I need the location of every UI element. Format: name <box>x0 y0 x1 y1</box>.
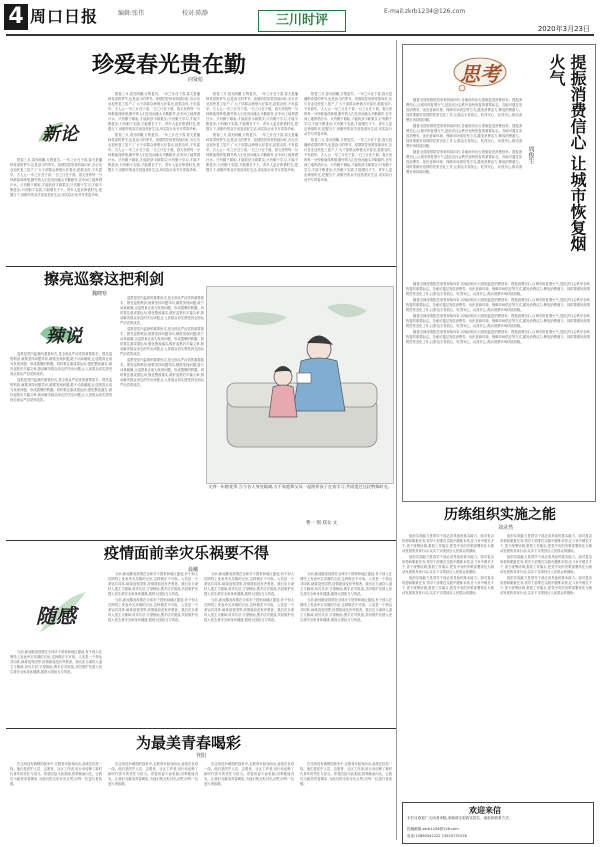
page-number: 4 <box>4 4 28 30</box>
epidemic-article-col4 <box>300 572 392 720</box>
youth-article-col2 <box>108 762 198 840</box>
essay-badge <box>30 588 90 638</box>
welcome-letters-title: 欢迎来信 <box>469 805 501 815</box>
main-article-title: 珍爱春光贵在勤 <box>92 52 247 78</box>
spicy-commentary-badge <box>34 320 84 346</box>
youth-article-author: 登阳 <box>196 753 207 759</box>
illustration-caption: 又到一年植花季,当今各人身处隔离,万千家庭和父母一起陪伴孩子在家学习,共同度过这段特殊时光。 <box>208 484 393 489</box>
organize-article-paragraph: 组织实施能力是领导干部必须具备的基本能力。面对复杂形势和繁重任务,领导干部要在实践中磨炼本领,在斗争中增长才干,善于统筹协调,狠抓工作落实,把党中央的决策部署转化为推动发展的具体行动,以实干实绩回应人民群众的期盼。 <box>402 555 494 574</box>
youth-article-paragraph: 在这场没有硝烟的战争中,无数青年挺身而出,奋战在抗疫一线。他们是医护人员、志愿者、社区工作者,用行动诠释了新时代青年的责任与担当。青春因奋斗而美丽,因奉献而闪光。让我们为最美青春喝彩,为他们的无私付出点赞,向每一位逆行者致敬。 <box>300 762 392 786</box>
right-article-paragraph: 随着全国疫情防控形势持续向好,各地纷纷出台措施促进消费回补。提振消费信心,让城市恢复烟火气,是经济社会秩序加快恢复的重要标志。各地可通过发放消费券、优化营商环境、保障市场供应等方式,激发消费活力,释放消费潜力。同时要做好疫情防控常态化工作,让群众买得放心、吃得安心、玩得开心,推动消费市场持续回暖。 <box>406 330 590 344</box>
thinking-tag: 思考 <box>460 62 500 86</box>
welcome-letters-line1: 本栏目欢迎广大读者来稿,来稿请注明真实姓名、地址和联系方式。 <box>407 816 513 820</box>
main-article-paragraph: 阳春三月,春光明媚,万物复苏。一年之计在于春,春天是播种希望的季节,也是奋斗的季节。疫情防控形势持续向好,各行各业加快复工复产,广大干部群众珍惜大好春光,抢抓农时,不负韶华。古人云:一年之计在于春,一日之计在于晨。春天里的每一分钟都值得珍惜,勤劳的人们在田间地头辛勤耕作,在车间工地挥洒汗水。只有勤于耕耘,才能收获丰硕果实;只有勤于学习,才能不断进步;只有勤于实践,才能增长才干。青年人更应珍惜时光,把握当下,用勤劳的双手创造美好生活,用实际行动书写青春华章。 <box>10 158 102 197</box>
new-commentary-badge <box>34 118 78 146</box>
spicy-commentary-tag: 辣说 <box>46 326 82 347</box>
header-rule <box>6 34 594 36</box>
epidemic-article-col1 <box>10 650 102 720</box>
right-article-paragraph: 随着全国疫情防控形势持续向好,各地纷纷出台措施促进消费回补。提振消费信心,让城市恢复烟火气,是经济社会秩序加快恢复的重要标志。各地可通过发放消费券、优化营商环境、保障市场供应等方式,激发消费活力,释放消费潜力。同时要做好疫情防控常态化工作,让群众买得放心、吃得安心、玩得开心,推动消费市场持续回暖。 <box>406 98 522 122</box>
right-article-paragraph: 随着全国疫情防控形势持续向好,各地纷纷出台措施促进消费回补。提振消费信心,让城市恢复烟火气,是经济社会秩序加快恢复的重要标志。各地可通过发放消费券、优化营商环境、保障市场供应等方式,激发消费活力,释放消费潜力。同时要做好疫情防控常态化工作,让群众买得放心、吃得安心、玩得开心,推动消费市场持续回暖。 <box>406 124 522 148</box>
youth-article-col3 <box>204 762 294 840</box>
right-article-paragraph: 随着全国疫情防控形势持续向好,各地纷纷出台措施促进消费回补。提振消费信心,让城市恢复烟火气,是经济社会秩序加快恢复的重要标志。各地可通过发放消费券、优化营商环境、保障市场供应等方式,激发消费活力,释放消费潜力。同时要做好疫情防控常态化工作,让群众买得放心、吃得安心、玩得开心,推动消费市场持续回暖。 <box>406 314 590 328</box>
organize-article-paragraph: 组织实施能力是领导干部必须具备的基本能力。面对复杂形势和繁重任务,领导干部要在实践中磨炼本领,在斗争中增长才干,善于统筹协调,狠抓工作落实,把党中央的决策部署转化为推动发展的具体行动,以实干实绩回应人民群众的期盼。 <box>500 576 592 595</box>
welcome-letters-phone: 电话:15890541222 13525731576 <box>407 834 467 838</box>
epidemic-article-col3 <box>204 572 294 720</box>
main-article-col3 <box>206 92 298 260</box>
illustration-credit: 曹一 图 郑女 文 <box>306 521 338 526</box>
section-divider <box>6 728 396 729</box>
epidemic-article-author: 晨曦 <box>188 567 199 573</box>
inspection-article-body <box>120 296 204 536</box>
epidemic-article-paragraph: 当前,新冠肺炎疫情在全球多个国家和地区蔓延,有个别人在网络上发表幸灾乐祸的言论,这种做法不可取。人类是一个命运共同体,病毒没有国界,疫情面前没有旁观者。我们应当秉持人道主义精神,同舟共济,守望相助,携手应对挑战,共同维护各国人民生命安全和身体健康,展现大国担当与风范。 <box>108 598 198 622</box>
organize-article-paragraph: 组织实施能力是领导干部必须具备的基本能力。面对复杂形势和繁重任务,领导干部要在实践中磨炼本领,在斗争中增长才干,善于统筹协调,狠抓工作落实,把党中央的决策部署转化为推动发展的具体行动,以实干实绩回应人民群众的期盼。 <box>500 534 592 553</box>
organize-article-paragraph: 组织实施能力是领导干部必须具备的基本能力。面对复杂形势和繁重任务,领导干部要在实践中磨炼本领,在斗争中增长才干,善于统筹协调,狠抓工作落实,把党中央的决策部署转化为推动发展的具体行动,以实干实绩回应人民群众的期盼。 <box>402 534 494 553</box>
main-article-paragraph: 阳春三月,春光明媚,万物复苏。一年之计在于春,春天是播种希望的季节,也是奋斗的季节。疫情防控形势持续向好,各行各业加快复工复产,广大干部群众珍惜大好春光,抢抓农时,不负韶华。古人云:一年之计在于春,一日之计在于晨。春天里的每一分钟都值得珍惜,勤劳的人们在田间地头辛勤耕作,在车间工地挥洒汗水。只有勤于耕耘,才能收获丰硕果实;只有勤于学习,才能不断进步;只有勤于实践,才能增长才干。青年人更应珍惜时光,把握当下,用勤劳的双手创造美好生活,用实际行动书写青春华章。 <box>108 92 200 131</box>
family-at-home-illustration <box>207 287 393 483</box>
youth-article-col4 <box>300 762 392 840</box>
youth-article-paragraph: 在这场没有硝烟的战争中,无数青年挺身而出,奋战在抗疫一线。他们是医护人员、志愿者、社区工作者,用行动诠释了新时代青年的责任与担当。青春因奋斗而美丽,因奉献而闪光。让我们为最美青春喝彩,为他们的无私付出点赞,向每一位逆行者致敬。 <box>10 762 102 786</box>
inspection-article-paragraph: 巡察是党内监督的重要形式,是全面从严治党的重要抓手。擦亮巡察利剑,就要坚持问题导向,精准发现问题,敢于动真碰硬,让巡察真正成为发现问题、形成震慑的利器。同时要注重成果运用,强化整改落实,做好巡察后半篇文章,推动解决群众身边的突出问题,让人民群众切实感受到全面从严治党的成效。 <box>120 327 204 356</box>
inspection-article-paragraph: 巡察是党内监督的重要形式,是全面从严治党的重要抓手。擦亮巡察利剑,就要坚持问题导向,精准发现问题,敢于动真碰硬,让巡察真正成为发现问题、形成震慑的利器。同时要注重成果运用,强化整改落实,做好巡察后半篇文章,推动解决群众身边的突出问题,让人民群众切实感受到全面从严治党的成效。 <box>120 296 204 325</box>
section-divider <box>6 266 396 267</box>
epidemic-article-paragraph: 当前,新冠肺炎疫情在全球多个国家和地区蔓延,有个别人在网络上发表幸灾乐祸的言论,这种做法不可取。人类是一个命运共同体,病毒没有国界,疫情面前没有旁观者。我们应当秉持人道主义精神,同舟共济,守望相助,携手应对挑战,共同维护各国人民生命安全和身体健康,展现大国担当与风范。 <box>204 598 294 622</box>
main-article-col2 <box>108 92 200 260</box>
thinking-badge <box>452 54 510 94</box>
main-article-paragraph: 阳春三月,春光明媚,万物复苏。一年之计在于春,春天是播种希望的季节,也是奋斗的季节。疫情防控形势持续向好,各行各业加快复工复产,广大干部群众珍惜大好春光,抢抓农时,不负韶华。古人云:一年之计在于春,一日之计在于晨。春天里的每一分钟都值得珍惜,勤劳的人们在田间地头辛勤耕作,在车间工地挥洒汗水。只有勤于耕耘,才能收获丰硕果实;只有勤于学习,才能不断进步;只有勤于实践,才能增长才干。青年人更应珍惜时光,把握当下,用勤劳的双手创造美好生活,用实际行动书写青春华章。 <box>108 133 200 172</box>
youth-article-col1 <box>10 762 102 840</box>
epidemic-article-title: 疫情面前幸灾乐祸要不得 <box>104 544 270 562</box>
organize-article-paragraph: 组织实施能力是领导干部必须具备的基本能力。面对复杂形势和繁重任务,领导干部要在实践中磨炼本领,在斗争中增长才干,善于统筹协调,狠抓工作落实,把党中央的决策部署转化为推动发展的具体行动,以实干实绩回应人民群众的期盼。 <box>402 576 494 595</box>
right-article-paragraph: 随着全国疫情防控形势持续向好,各地纷纷出台措施促进消费回补。提振消费信心,让城市恢复烟火气,是经济社会秩序加快恢复的重要标志。各地可通过发放消费券、优化营商环境、保障市场供应等方式,激发消费活力,释放消费潜力。同时要做好疫情防控常态化工作,让群众买得放心、吃得安心、玩得开心,推动消费市场持续回暖。 <box>406 282 590 296</box>
organize-article-col1 <box>402 534 494 798</box>
main-article-paragraph: 阳春三月,春光明媚,万物复苏。一年之计在于春,春天是播种希望的季节,也是奋斗的季节。疫情防控形势持续向好,各行各业加快复工复产,广大干部群众珍惜大好春光,抢抓农时,不负韶华。古人云:一年之计在于春,一日之计在于晨。春天里的每一分钟都值得珍惜,勤劳的人们在田间地头辛勤耕作,在车间工地挥洒汗水。只有勤于耕耘,才能收获丰硕果实;只有勤于学习,才能不断进步;只有勤于实践,才能增长才干。青年人更应珍惜时光,把握当下,用勤劳的双手创造美好生活,用实际行动书写青春华章。 <box>304 138 392 182</box>
inspection-article-paragraph: 巡察是党内监督的重要形式,是全面从严治党的重要抓手。擦亮巡察利剑,就要坚持问题导向,精准发现问题,敢于动真碰硬,让巡察真正成为发现问题、形成震慑的利器。同时要注重成果运用,强化整改落实,做好巡察后半篇文章,推动解决群众身边的突出问题,让人民群众切实感受到全面从严治党的成效。 <box>10 352 112 376</box>
inspection-article-col1 <box>10 352 112 532</box>
inspection-article-title: 擦亮巡察这把利剑 <box>44 270 165 288</box>
organize-article-author: 刘录然 <box>498 525 514 531</box>
email-meta: E-mail:zkrb1234@126.com <box>384 8 466 15</box>
right-article-col1 <box>406 98 522 278</box>
inspection-article-paragraph: 巡察是党内监督的重要形式,是全面从严治党的重要抓手。擦亮巡察利剑,就要坚持问题导向,精准发现问题,敢于动真碰硬,让巡察真正成为发现问题、形成震慑的利器。同时要注重成果运用,强化整改落实,做好巡察后半篇文章,推动解决群众身边的突出问题,让人民群众切实感受到全面从严治党的成效。 <box>10 378 112 402</box>
organize-article-col2 <box>500 534 592 798</box>
editor-meta: 编辑:张伟 <box>118 10 145 17</box>
family-illustration <box>206 286 394 484</box>
section-title: 三川时评 <box>258 10 346 32</box>
youth-article-paragraph: 在这场没有硝烟的战争中,无数青年挺身而出,奋战在抗疫一线。他们是医护人员、志愿者、社区工作者,用行动诠释了新时代青年的责任与担当。青春因奋斗而美丽,因奉献而闪光。让我们为最美青春喝彩,为他们的无私付出点赞,向每一位逆行者致敬。 <box>108 762 198 786</box>
organize-article-paragraph: 组织实施能力是领导干部必须具备的基本能力。面对复杂形势和繁重任务,领导干部要在实践中磨炼本领,在斗争中增长才干,善于统筹协调,狠抓工作落实,把党中央的决策部署转化为推动发展的具体行动,以实干实绩回应人民群众的期盼。 <box>500 555 592 574</box>
column-divider <box>396 40 397 840</box>
youth-article-title: 为最美青春喝彩 <box>136 734 242 752</box>
epidemic-article-paragraph: 当前,新冠肺炎疫情在全球多个国家和地区蔓延,有个别人在网络上发表幸灾乐祸的言论,这种做法不可取。人类是一个命运共同体,病毒没有国界,疫情面前没有旁观者。我们应当秉持人道主义精神,同舟共济,守望相助,携手应对挑战,共同维护各国人民生命安全和身体健康,展现大国担当与风范。 <box>108 572 198 596</box>
inspection-article-paragraph: 巡察是党内监督的重要形式,是全面从严治党的重要抓手。擦亮巡察利剑,就要坚持问题导向,精准发现问题,敢于动真碰硬,让巡察真正成为发现问题、形成震慑的利器。同时要注重成果运用,强化整改落实,做好巡察后半篇文章,推动解决群众身边的突出问题,让人民群众切实感受到全面从严治党的成效。 <box>120 358 204 387</box>
main-article-col4 <box>304 92 392 260</box>
proof-meta: 校对:陈静 <box>182 10 209 17</box>
right-article-col2 <box>406 282 590 496</box>
right-article-title: 提振消费信心 让城市恢复烟火气 <box>547 54 587 252</box>
main-article-paragraph: 阳春三月,春光明媚,万物复苏。一年之计在于春,春天是播种希望的季节,也是奋斗的季节。疫情防控形势持续向好,各行各业加快复工复产,广大干部群众珍惜大好春光,抢抓农时,不负韶华。古人云:一年之计在于春,一日之计在于晨。春天里的每一分钟都值得珍惜,勤劳的人们在田间地头辛勤耕作,在车间工地挥洒汗水。只有勤于耕耘,才能收获丰硕果实;只有勤于学习,才能不断进步;只有勤于实践,才能增长才干。青年人更应珍惜时光,把握当下,用勤劳的双手创造美好生活,用实际行动书写青春华章。 <box>206 92 298 131</box>
paper-name: 周口日报 <box>30 7 99 26</box>
epidemic-article-paragraph: 当前,新冠肺炎疫情在全球多个国家和地区蔓延,有个别人在网络上发表幸灾乐祸的言论,这种做法不可取。人类是一个命运共同体,病毒没有国界,疫情面前没有旁观者。我们应当秉持人道主义精神,同舟共济,守望相助,携手应对挑战,共同维护各国人民生命安全和身体健康,展现大国担当与风范。 <box>204 572 294 596</box>
main-article-author: 向贤彪 <box>188 77 204 83</box>
essay-tag: 随感 <box>36 604 76 628</box>
right-article-paragraph: 随着全国疫情防控形势持续向好,各地纷纷出台措施促进消费回补。提振消费信心,让城市恢复烟火气,是经济社会秩序加快恢复的重要标志。各地可通过发放消费券、优化营商环境、保障市场供应等方式,激发消费活力,释放消费潜力。同时要做好疫情防控常态化工作,让群众买得放心、吃得安心、玩得开心,推动消费市场持续回暖。 <box>406 150 522 174</box>
right-article-paragraph: 随着全国疫情防控形势持续向好,各地纷纷出台措施促进消费回补。提振消费信心,让城市恢复烟火气,是经济社会秩序加快恢复的重要标志。各地可通过发放消费券、优化营商环境、保障市场供应等方式,激发消费活力,释放消费潜力。同时要做好疫情防控常态化工作,让群众买得放心、吃得安心、玩得开心,推动消费市场持续回暖。 <box>406 298 590 312</box>
welcome-letters-box <box>402 802 594 844</box>
epidemic-article-paragraph: 当前,新冠肺炎疫情在全球多个国家和地区蔓延,有个别人在网络上发表幸灾乐祸的言论,这种做法不可取。人类是一个命运共同体,病毒没有国界,疫情面前没有旁观者。我们应当秉持人道主义精神,同舟共济,守望相助,携手应对挑战,共同维护各国人民生命安全和身体健康,展现大国担当与风范。 <box>300 572 392 596</box>
epidemic-article-col2 <box>108 572 198 720</box>
masthead <box>0 0 600 36</box>
epidemic-article-paragraph: 当前,新冠肺炎疫情在全球多个国家和地区蔓延,有个别人在网络上发表幸灾乐祸的言论,这种做法不可取。人类是一个命运共同体,病毒没有国界,疫情面前没有旁观者。我们应当秉持人道主义精神,同舟共济,守望相助,携手应对挑战,共同维护各国人民生命安全和身体健康,展现大国担当与风范。 <box>300 598 392 622</box>
issue-date: 2020年3月23日 <box>537 25 590 33</box>
inspection-article-author: 魏晓寒 <box>92 291 108 297</box>
epidemic-article-paragraph: 当前,新冠肺炎疫情在全球多个国家和地区蔓延,有个别人在网络上发表幸灾乐祸的言论,这种做法不可取。人类是一个命运共同体,病毒没有国界,疫情面前没有旁观者。我们应当秉持人道主义精神,同舟共济,守望相助,携手应对挑战,共同维护各国人民生命安全和身体健康,展现大国担当与风范。 <box>10 650 102 674</box>
main-article-paragraph: 阳春三月,春光明媚,万物复苏。一年之计在于春,春天是播种希望的季节,也是奋斗的季节。疫情防控形势持续向好,各行各业加快复工复产,广大干部群众珍惜大好春光,抢抓农时,不负韶华。古人云:一年之计在于春,一日之计在于晨。春天里的每一分钟都值得珍惜,勤劳的人们在田间地头辛勤耕作,在车间工地挥洒汗水。只有勤于耕耘,才能收获丰硕果实;只有勤于学习,才能不断进步;只有勤于实践,才能增长才干。青年人更应珍惜时光,把握当下,用勤劳的双手创造美好生活,用实际行动书写青春华章。 <box>206 133 298 172</box>
main-article-paragraph: 阳春三月,春光明媚,万物复苏。一年之计在于春,春天是播种希望的季节,也是奋斗的季节。疫情防控形势持续向好,各行各业加快复工复产,广大干部群众珍惜大好春光,抢抓农时,不负韶华。古人云:一年之计在于春,一日之计在于晨。春天里的每一分钟都值得珍惜,勤劳的人们在田间地头辛勤耕作,在车间工地挥洒汗水。只有勤于耕耘,才能收获丰硕果实;只有勤于学习,才能不断进步;只有勤于实践,才能增长才干。青年人更应珍惜时光,把握当下,用勤劳的双手创造美好生活,用实际行动书写青春华章。 <box>304 92 392 136</box>
section-divider <box>6 540 396 541</box>
organize-article-title: 历练组织实施之能 <box>444 507 556 523</box>
new-commentary-tag: 新论 <box>42 124 78 145</box>
youth-article-paragraph: 在这场没有硝烟的战争中,无数青年挺身而出,奋战在抗疫一线。他们是医护人员、志愿者、社区工作者,用行动诠释了新时代青年的责任与担当。青春因奋斗而美丽,因奉献而闪光。让我们为最美青春喝彩,为他们的无私付出点赞,向每一位逆行者致敬。 <box>204 762 294 786</box>
right-article-author: 周俊生 <box>527 146 534 164</box>
welcome-letters-email: 投稿邮箱:zkrb1234@126.com <box>407 827 459 831</box>
main-article-lead <box>10 158 102 258</box>
